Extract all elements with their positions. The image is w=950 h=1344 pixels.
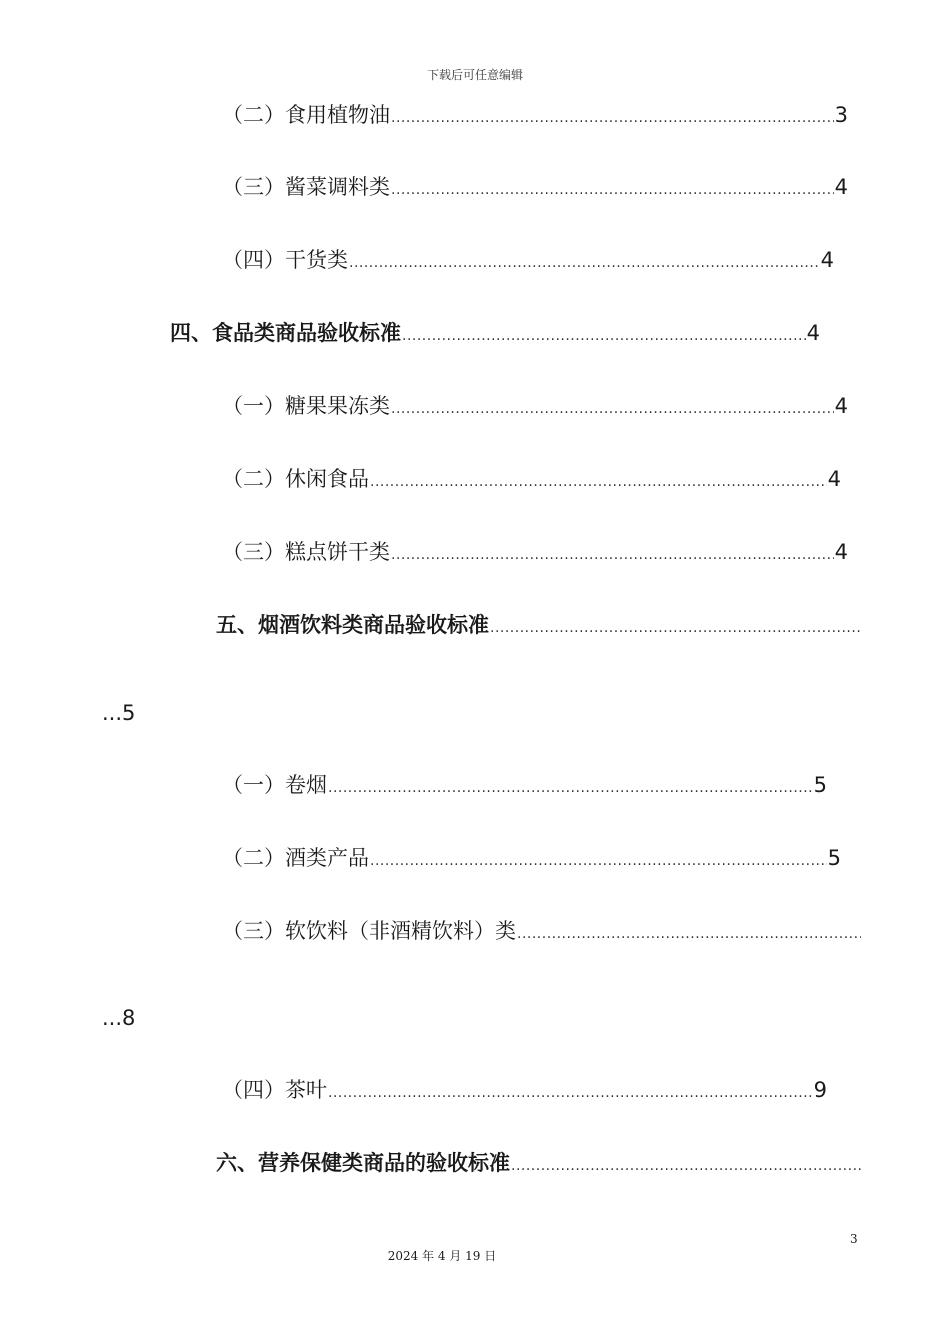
toc-leader-dots: [328, 1078, 813, 1105]
toc-leader-dots: [511, 1151, 861, 1178]
toc-wrapped-page-number: ...5: [102, 701, 136, 725]
toc-entry-page: 4: [834, 175, 848, 199]
toc-entry-page: 9: [813, 1078, 827, 1102]
toc-entry[interactable]: [222, 1075, 827, 1105]
page-number: 3: [850, 1232, 858, 1246]
toc-entry[interactable]: [222, 770, 827, 800]
toc-entry[interactable]: [222, 100, 848, 130]
toc-entry[interactable]: [222, 843, 841, 873]
toc-section-entry[interactable]: [216, 1148, 862, 1178]
page-header: 下载后可任意编辑: [426, 68, 523, 82]
toc-entry-page: 4: [834, 540, 848, 564]
toc-entry[interactable]: [222, 391, 848, 421]
toc-entry-label: （三）酱菜调料类: [222, 175, 390, 199]
toc-entry[interactable]: [222, 916, 862, 946]
toc-entry[interactable]: [222, 245, 834, 275]
toc-entry-page: 5: [813, 773, 827, 797]
footer-date: 2024 年 4 月 19 日: [387, 1249, 497, 1263]
toc-entry-label: （三）软饮料（非酒精饮料）类: [222, 919, 516, 943]
toc-leader-dots: [517, 919, 861, 946]
toc-wrapped-page-number: ...8: [102, 1006, 136, 1030]
toc-entry-label: （二）休闲食品: [222, 467, 369, 491]
toc-section-entry[interactable]: [216, 610, 862, 640]
toc-section-label: 六、营养保健类商品的验收标准: [216, 1151, 510, 1175]
toc-leader-dots: [349, 248, 820, 275]
toc-leader-dots: [328, 773, 813, 800]
toc-entry-label: （二）酒类产品: [222, 846, 369, 870]
toc-entry-label: （三）糕点饼干类: [222, 540, 390, 564]
toc-entry[interactable]: [222, 464, 841, 494]
toc-entry[interactable]: [222, 537, 848, 567]
toc-leader-dots: [370, 467, 827, 494]
toc-entry-page: 5: [827, 846, 841, 870]
toc-leader-dots: [391, 175, 834, 202]
toc-entry-label: （一）糖果果冻类: [222, 394, 390, 418]
toc-entry-page: 4: [827, 467, 841, 491]
toc-leader-dots: [490, 613, 861, 640]
toc-leader-dots: [391, 540, 834, 567]
toc-entry-page: 4: [834, 394, 848, 418]
toc-entry-label: （二）食用植物油: [222, 103, 390, 127]
toc-entry-label: （一）卷烟: [222, 773, 327, 797]
toc-entry-page: 4: [820, 248, 834, 272]
toc-leader-dots: [391, 103, 834, 130]
toc-entry-label: （四）茶叶: [222, 1078, 327, 1102]
toc-entry[interactable]: [222, 172, 848, 202]
toc-section-label: 五、烟酒饮料类商品验收标准: [216, 613, 489, 637]
toc-leader-dots: [402, 321, 806, 348]
toc-section-label: 四、食品类商品验收标准: [170, 321, 401, 345]
toc-leader-dots: [370, 846, 827, 873]
toc-entry-page: 4: [806, 321, 820, 345]
toc-entry-page: 3: [834, 103, 848, 127]
toc-section-entry[interactable]: [170, 318, 820, 348]
toc-entry-label: （四）干货类: [222, 248, 348, 272]
toc-leader-dots: [391, 394, 834, 421]
